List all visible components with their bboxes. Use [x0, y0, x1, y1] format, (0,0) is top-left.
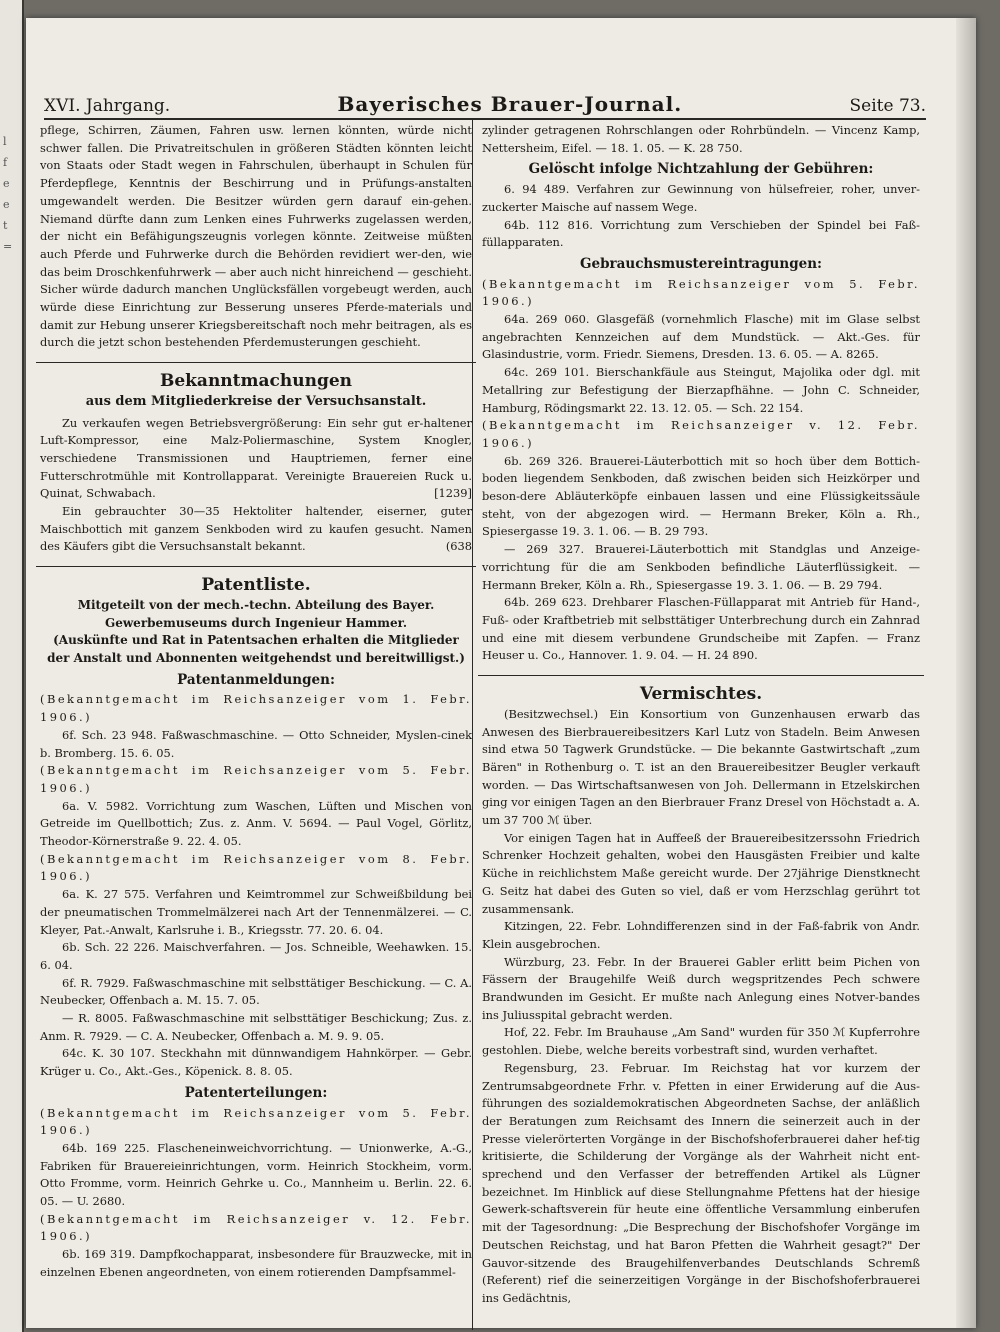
- margin-fragment: t: [3, 219, 8, 232]
- patent-entry: 64b. 112 816. Vorrichtung zum Verschieben der Spindel bei Faß-füllapparaten.: [482, 217, 920, 250]
- margin-fragment: l: [3, 135, 7, 148]
- notice-text: Ein gebrauchter 30—35 Hektoliter haltender, eiserner, guter Maischbottich mit ganzem Senkboden wird zu kaufen gesucht. Namen des Käufers gibt die Versuchsanstalt bekannt.: [40, 504, 472, 554]
- gebrauchsmuster-heading: Gebrauchsmustereintragungen:: [579, 255, 823, 272]
- patent-entry: 6a. K. 27 575. Verfahren und Keimtrommel zur Schweißbildung bei der pneumatischen Trommelmälzerei nach Art der Tennenmälzerei. — C. Kleyer, Pat.-Anwalt, Karlsruhe i. B., Kriegsstr. 77. 20. 6. 04.: [40, 887, 472, 937]
- journal-title: Bayerisches Brauer-Journal.: [337, 92, 683, 116]
- patent-entry: (Bekanntgemacht im Reichsanzeiger vom 5. Febr. 1906.): [40, 1105, 472, 1138]
- news-paragraph: (Besitzwechsel.) Ein Konsortium von Gunzenhausen erwarb das Anwesen des Bierbrauereibesitzers Karl Lutz von Stadeln. Beim Anwesen sind etwa 50 Tagwerk Grundstücke. — Die bekannte Gastwirtschaft „zum Bären" in Rothenburg o. T. ist an den Brauereibesitzer Beugler verkauft worden. — Das Wirtschaftsanwesen von Joh. Dellermann in Etzelskirchen ging vor einigen Tagen an den Bierbrauer Franz Dresel von Höchstadt a. A. um 37 700 ℳ über.: [482, 706, 920, 828]
- previous-page-edge: [0, 0, 24, 1332]
- news-paragraph: Kitzingen, 22. Febr. Lohndifferenzen sind in der Faß-fabrik von Andr. Klein ausgebrochen.: [482, 919, 920, 951]
- notice-number: (638: [445, 539, 472, 554]
- margin-fragment: e: [3, 198, 10, 211]
- patent-entry: 64b. 269 623. Drehbarer Flaschen-Füllapparat mit Antrieb für Hand-, Fuß- oder Kraftbetrieb mit selbsttätiger Unterbrechung durch ein Zahnrad und eine mit diesem verbundene Grundscheibe mit Zapfen. — Franz Heuser u. Co., Hannover. 1. 9. 04. — H. 24 890.: [482, 595, 920, 663]
- patentliste-source: Mitgeteilt von der mech.-techn. Abteilung des Bayer. Gewerbemuseums durch Ingenieur Hammer.: [77, 597, 435, 630]
- margin-fragment: e: [3, 177, 10, 190]
- patent-entry: 64b. 169 225. Flascheneinweichvorrichtung. — Unionwerke, A.-G., Fabriken für Brauereieinrichtungen, vorm. Heinrich Stockheim, vorm. Otto Fromme, vorm. Heinrich Gehrke u. Co., Mannheim u. Berlin. 22. 6. 05. — U. 2680.: [40, 1140, 472, 1209]
- notice-number: [1239]: [434, 486, 472, 501]
- continued-entry: zylinder getragenen Rohrschlangen oder Rohrbündeln. — Vincenz Kamp, Nettersheim, Eifel. — 18. 1. 05. — K. 28 750.: [482, 123, 920, 155]
- section-rule: [478, 675, 924, 676]
- news-paragraph: Vor einigen Tagen hat in Auffeeß der Brauereibesitzerssohn Friedrich Schrenker Hochzeit gehalten, wobei den Hausgästen Freibier und kalte Küche in reichlichstem Maße gereicht wurde. Der 27jährige Dienstknecht G. Seitz hat dabei des Guten so viel, daß er vom Herzschlag gerührt tot zusammensank.: [482, 830, 920, 916]
- patent-entry: 6a. V. 5982. Vorrichtung zum Waschen, Lüften und Mischen von Getreide im Quellbottich; Zus. z. Anm. V. 5694. — Paul Vogel, Görlitz, Theodor-Körnerstraße 9. 22. 4. 05.: [40, 798, 472, 849]
- notice-paragraph: [40, 503, 472, 556]
- patent-entry: (Bekanntgemacht im Reichsanzeiger vom 5. Febr. 1906.): [40, 763, 472, 795]
- patentliste-note: (Auskünfte und Rat in Patentsachen erhalten die Mitglieder der Anstalt und Abonnenten weitgehendst und bereitwilligst.): [47, 633, 465, 665]
- patent-entry: 6f. Sch. 23 948. Faßwaschmaschine. — Otto Schneider, Myslen-cinek b. Bromberg. 15. 6. 05.: [40, 727, 472, 760]
- volume-label: XVI. Jahrgang.: [44, 96, 171, 116]
- patent-entry: 6f. R. 7929. Faßwaschmaschine mit selbsttätiger Beschickung. — C. A. Neubecker, Offenbach a. M. 15. 7. 05.: [40, 975, 472, 1008]
- vermischtes-heading: Vermischtes.: [639, 684, 763, 705]
- section-rule: [36, 362, 476, 363]
- patent-entry: 6b. 269 326. Brauerei-Läuterbottich mit so hoch über dem Bottich-boden liegendem Senkboden, daß zwischen beiden sich Heizkörper und beson-dere Abläuterköpfe einbauen lassen und eine Flüssigkeitssäule steht, von der abgezogen wird. — Hermann Breker, Köln a. Rh., Spiesergasse 19. 3. 1. 06. — B. 29 793.: [482, 453, 920, 539]
- patent-entry: (Bekanntgemacht im Reichsanzeiger v. 12. Febr. 1906.): [40, 1211, 472, 1244]
- intro-paragraph: pflege, Schirren, Zäumen, Fahren usw. lernen könnten, würde nicht schwer fallen. Die Privatreitschulen in größeren Städten könnten leicht von Staats oder Stadt wegen in Fahrschulen, überhaupt in Schulen für Pferdepflege, Kenntnis der Beschirrung und in Prüfungs-anstalten umgewandelt werden. Die Besitzer würden gern darauf ein-gehen. Niemand dürfte dann zum Lenken eines Fuhrwerks zugelassen werden, der nicht ein Befähigungszeugnis vorlegen könnte. Zeitweise müßten auch Pferde und Fuhrwerke durch die Behörden revidiert wer-den, wie das beim Droschkenfuhrwerk — aber auch nicht hinreichend — geschieht. Sicher würde dadurch manchen Unglücksfällen vorgebeugt werden, auch würde diese Einrichtung zur Besserung unseres Pferde-materials und damit zur Hebung unserer Kriegsbereitschaft noch mehr beitragen, als es durch die jetzt schon bestehenden Pferdemusterungen geschieht.: [40, 123, 472, 350]
- patent-entry: 64c. 269 101. Bierschankfäule aus Steingut, Majolika oder dgl. mit Metallring zur Befestigung der Bierzapfhähne. — John C. Schneider, Hamburg, Rödingsmarkt 22. 13. 12. 05. — Sch. 22 154.: [482, 365, 920, 415]
- notice-text: Zu verkaufen wegen Betriebsvergrößerung: Ein sehr gut er-haltener Luft-Kompressor, eine Malz-Poliermaschine, System Knogler, verschiedene Transmissionen und Hauptriemen, ferner eine Futterschrotmühle mit Kontrollapparat. Vereinigte Brauereien Ruck u. Quinat, Schwabach.: [40, 415, 472, 501]
- anmeldungen-heading: Patentanmeldungen:: [177, 671, 335, 688]
- page-edge-shadow: [956, 18, 976, 1328]
- patent-entry: (Bekanntgemacht im Reichsanzeiger vom 1. Febr. 1906.): [40, 692, 472, 725]
- patent-entry: — 269 327. Brauerei-Läuterbottich mit Standglas und Anzeige-vorrichtung für die am Senkboden befindliche Läuterflüssigkeit. — Hermann Breker, Köln a. Rh., Spiesergasse 19. 3. 1. 06. — B. 29 794.: [482, 542, 920, 592]
- page-number: Seite 73.: [849, 96, 926, 116]
- column-divider: [472, 120, 473, 1330]
- patent-entry: (Bekanntgemacht im Reichsanzeiger v. 12. Febr. 1906.): [482, 418, 920, 450]
- notice-paragraph: [40, 415, 472, 504]
- geloescht-heading: Gelöscht infolge Nichtzahlung der Gebühren:: [528, 161, 874, 178]
- patent-entry: 64a. 269 060. Glasgefäß (vornehmlich Flasche) mit im Glase selbst angebrachten Kennzeichen auf dem Mundstück. — Akt.-Ges. für Glasindustrie, vorm. Friedr. Siemens, Dresden. 13. 6. 05. — A. 8265.: [482, 312, 920, 362]
- margin-fragment: =: [3, 240, 13, 253]
- erteilungen-heading: Patenterteilungen:: [184, 1084, 328, 1101]
- patent-entry: 6. 94 489. Verfahren zur Gewinnung von hülsefreier, roher, unver-zuckerter Maische auf nassem Wege.: [482, 182, 920, 214]
- journal-page: [26, 18, 976, 1328]
- patent-entry: 64c. K. 30 107. Steckhahn mit dünnwandigem Hahnkörper. — Gebr. Krüger u. Co., Akt.-Ges., Köpenick. 8. 8. 05.: [40, 1046, 472, 1079]
- patent-entry: (Bekanntgemacht im Reichsanzeiger vom 5. Febr. 1906.): [482, 276, 920, 309]
- patent-entry: 6b. 169 319. Dampfkochapparat, insbesondere für Brauzwecke, mit in einzelnen Ebenen angeordneten, von einem rotierenden Dampfsammel-: [40, 1247, 472, 1279]
- news-paragraph: Würzburg, 23. Febr. In der Brauerei Gabler erlitt beim Pichen von Fässern der Braugehilfe Weiß durch wegspritzendes Pech schwere Brandwunden im Gesicht. Er mußte nach Anlegung eines Notver-bandes ins Juliusspital gebracht werden.: [482, 954, 920, 1022]
- section-rule: [36, 566, 476, 567]
- patent-entry: 6b. Sch. 22 226. Maischverfahren. — Jos. Schneible, Weehawken. 15. 6. 04.: [40, 940, 472, 972]
- patentliste-heading: Patentliste.: [201, 575, 311, 596]
- left-column: [40, 122, 472, 1282]
- news-paragraph: Hof, 22. Febr. Im Brauhause „Am Sand" wurden für 350 ℳ Kupferrohre gestohlen. Diebe, welche bereits vorbestraft sind, wurden verhaftet.: [482, 1025, 920, 1058]
- patent-entry: — R. 8005. Faßwaschmaschine mit selbsttätiger Beschickung; Zus. z. Anm. R. 7929. — C. A. Neubecker, Offenbach a. M. 9. 9. 05.: [40, 1011, 472, 1043]
- page-header: [44, 86, 926, 120]
- right-column: [482, 122, 920, 1308]
- bekanntmachungen-subheading: aus dem Mitgliederkreise der Versuchsanstalt.: [85, 393, 427, 409]
- bekanntmachungen-heading: Bekanntmachungen: [159, 371, 353, 392]
- patent-entry: (Bekanntgemacht im Reichsanzeiger vom 8. Febr. 1906.): [40, 851, 472, 884]
- margin-fragment: f: [3, 156, 8, 169]
- news-paragraph: Regensburg, 23. Februar. Im Reichstag hat vor kurzem der Zentrumsabgeordnete Frhr. v. Pfetten in einer Erwiderung auf die Aus-führungen des sozialdemokratischen Abgeordneten Sachse, der anläßlich der Beratungen zum Reichsamt des Innern die seinerzeit auch in der Presse vielerörterten Vorgänge in der Bischofshoferbrauerei daher hef-tig kritisierte, die Schilderung der Vorgänge als der Wahrheit nicht ent-sprechend und den Verfasser der betreffenden Artikel als Lügner bezeichnet. Im Hinblick auf diese Stellungnahme Pfettens hat der hiesige Gewerk-schaftsverein für heute eine öffentliche Versammlung einberufen mit der Tagesordnung: „Die Besprechung der Bischofshofer Vorgänge im Deutschen Reichstag, und hat Baron Pfetten die Wahrheit gesagt?" Der Gauvor-sitzende des Braugehilfenverbandes Deutschlands Schremß (Referent) rief die seinerzeitigen Vorgänge in der Bischofshoferbrauerei ins Gedächtnis,: [482, 1060, 920, 1305]
